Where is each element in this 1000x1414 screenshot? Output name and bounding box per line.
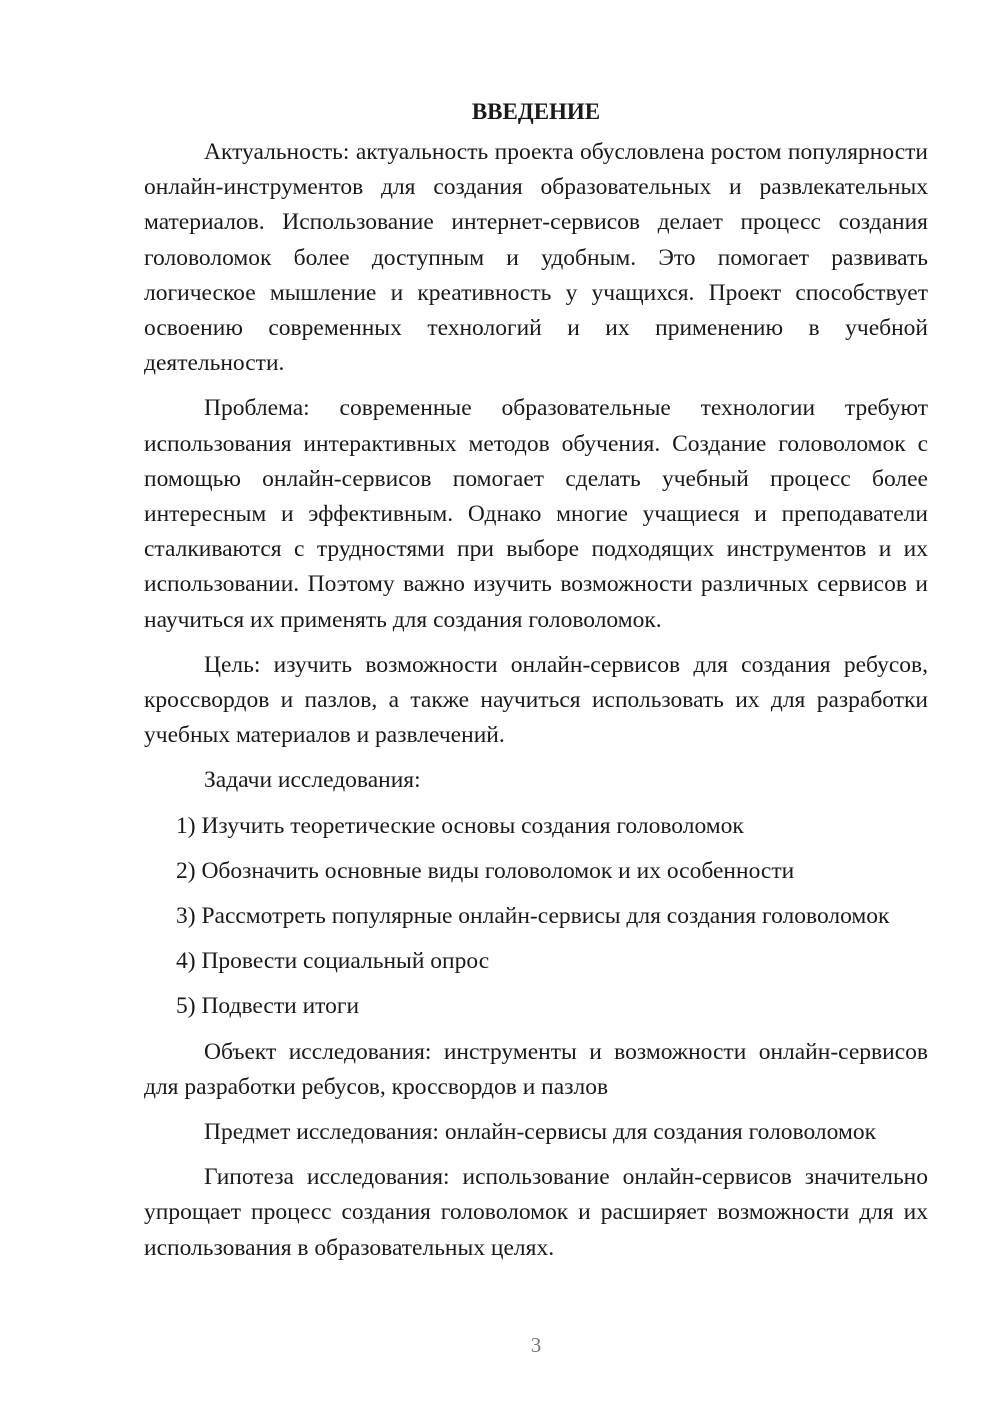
paragraph-goal: Цель: изучить возможности онлайн-сервисов для создания ребусов, кроссвордов и пазлов, а также научиться использовать их для разработки учебных материалов и развлечений. bbox=[144, 651, 928, 749]
page-title: ВВЕДЕНИЕ bbox=[471, 99, 601, 124]
paragraph-hypothesis: Гипотеза исследования: использование онлайн-сервисов значительно упрощает процесс создания головоломок и расширяет возможности для их использования в образовательных целях. bbox=[144, 1164, 928, 1261]
task-item-4: 4) Провести социальный опрос bbox=[176, 948, 490, 975]
paragraph-relevance: Актуальность: актуальность проекта обусловлена ростом популярности онлайн-инструментов для создания образовательных и развлекательных материалов. Использование интернет-сервисов делает процесс создания головоломок более доступным и удобным. Это помогает развивать логическое мышление и креативность у учащихся. Проект способствует освоению современных технологий и их применению в учебной деятельности. bbox=[144, 139, 928, 377]
task-item-3: 3) Рассмотреть популярные онлайн-сервисы для создания головоломок bbox=[176, 903, 890, 930]
paragraph-problem: Проблема: современные образовательные технологии требуют использования интерактивных методов обучения. Создание головоломок с помощью онлайн-сервисов помогает сделать учебный процесс более интересным и эффективным. Однако многие учащиеся и преподаватели сталкиваются с трудностями при выборе подходящих инструментов и их использовании. Поэтому важно изучить возможности различных сервисов и научиться их применять для создания головоломок. bbox=[144, 395, 928, 633]
task-item-1: 1) Изучить теоретические основы создания головоломок bbox=[176, 812, 744, 839]
task-item-5: 5) Подвести итоги bbox=[176, 993, 360, 1020]
page-number: 3 bbox=[530, 1333, 542, 1357]
paragraph-object: Объект исследования: инструменты и возможности онлайн-сервисов для разработки ребусов, кроссвордов и пазлов bbox=[144, 1038, 928, 1100]
paragraph-subject: Предмет исследования: онлайн-сервисы для создания головоломок bbox=[204, 1119, 876, 1146]
task-item-2: 2) Обозначить основные виды головоломок и их особенности bbox=[176, 857, 795, 884]
tasks-heading: Задачи исследования: bbox=[204, 767, 421, 794]
document-body bbox=[144, 94, 928, 1276]
